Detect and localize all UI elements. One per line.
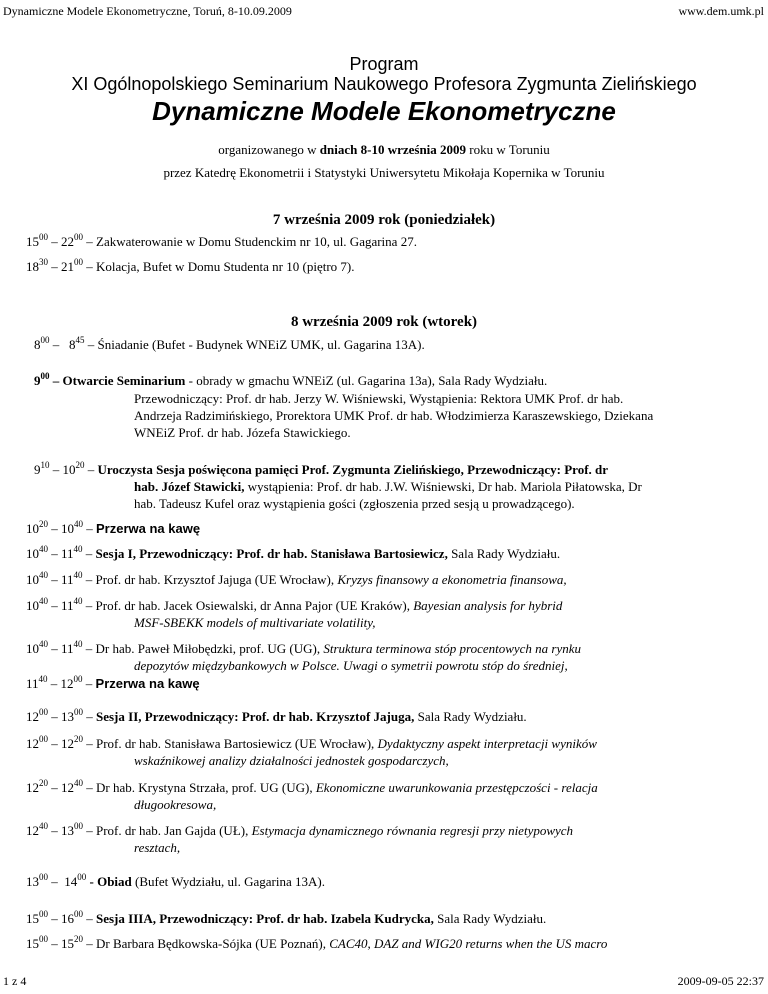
schedule-item-talk: $10^{40} - 11^{40}$ – Prof. dr hab. Jacek Osiewalski, dr Anna Pajor (UE Kraków), Bayesian analysis for hybrid xyxy=(26,596,563,613)
talk-title-cont: wskaźnikowej analizy działalności jednostek gospodarczych, xyxy=(134,753,449,768)
day-heading-1: 7 września 2009 rok (poniedziałek) xyxy=(272,212,496,228)
opening-detail: Andrzeja Radzimińskiego, Prorektora UMK Prof. dr hab. Włodzimierza Karaszewskiego, Dziekana xyxy=(134,408,654,423)
schedule-item-break: $11^{40} - 12^{00}$ – Przerwa na kawę xyxy=(26,674,200,691)
schedule-item-talk: $12^{00} - 12^{20}$ – Prof. dr hab. Stanisława Bartosiewicz (UE Wrocław), Dydaktyczny aspekt interpretacji wyników xyxy=(26,734,597,751)
schedule-item-lunch: $13^{00} - 14^{00}$ - Obiad (Bufet Wydziału, ul. Gagarina 13A). xyxy=(26,872,325,889)
memorial-detail: hab. Tadeusz Kufel oraz wystąpienia gości (zgłoszenia przed sesją u prowadzącego). xyxy=(134,496,575,511)
organizer-line-2: przez Katedrę Ekonometrii i Statystyki Uniwersytetu Mikołaja Kopernika w Toruniu xyxy=(163,165,605,180)
schedule-item-breakfast: $8^{00} - 8^{45}$ – Śniadanie (Bufet - Budynek WNEiZ UMK, ul. Gagarina 13A). xyxy=(34,335,425,352)
seminar-name: XI Ogólnopolskiego Seminarium Naukowego Profesora Zygmunta Zielińskiego xyxy=(71,74,697,94)
organizer-line: organizowanego w dniach 8-10 września 2009 roku w Toruniu xyxy=(218,142,550,157)
schedule-item-session: $12^{00} - 13^{00}$ – Sesja II, Przewodniczący: Prof. dr hab. Krzysztof Jajuga, Sala Rady Wydziału. xyxy=(26,707,527,724)
print-footer-date: 2009-09-05 22:37 xyxy=(677,974,764,988)
talk-title-cont: długookresowa, xyxy=(134,797,217,812)
program-label: Program xyxy=(349,54,419,74)
opening-detail: Przewodniczący: Prof. dr hab. Jerzy W. Wiśniewski, Wystąpienia: Rektora UMK Prof. dr hab. xyxy=(134,391,624,406)
print-footer-page: 1 z 4 xyxy=(3,974,27,988)
print-header-title: Dynamiczne Modele Ekonometryczne, Toruń, 8-10.09.2009 xyxy=(3,4,292,18)
opening-detail: WNEiZ Prof. dr hab. Józefa Stawickiego. xyxy=(134,425,351,440)
schedule-item-talk: $10^{40} - 11^{40}$ – Prof. dr hab. Krzysztof Jajuga (UE Wrocław), Kryzys finansowy a ekonometria finansowa, xyxy=(26,570,567,587)
schedule-item: $18^{30} - 21^{00}$ – Kolacja, Bufet w Domu Studenta nr 10 (piętro 7). xyxy=(26,257,355,274)
schedule-item-talk: $12^{20} - 12^{40}$ – Dr hab. Krystyna Strzała, prof. UG (UG), Ekonomiczne uwarunkowania przestępczości - relacja xyxy=(26,778,598,795)
page-title: Dynamiczne Modele Ekonometryczne xyxy=(152,96,616,126)
schedule-item-talk: $15^{00} - 15^{20}$ – Dr Barbara Będkowska-Sójka (UE Poznań), CAC40, DAZ and WIG20 returns when the US macro xyxy=(26,934,608,951)
schedule-item-talk: $12^{40} - 13^{00}$ – Prof. dr hab. Jan Gajda (UŁ), Estymacja dynamicznego równania regresji przy nietypowych xyxy=(26,821,574,838)
schedule-item-break: $10^{20} - 10^{40}$ – Przerwa na kawę xyxy=(26,519,201,536)
schedule-item-talk: $10^{40} - 11^{40}$ – Dr hab. Paweł Miłobędzki, prof. UG (UG), Struktura terminowa stóp procentowych na rynku xyxy=(26,639,582,656)
schedule-item-opening: $9^{00}$ – Otwarcie Seminarium - obrady w gmachu WNEiZ (ul. Gagarina 13a), Sala Rady Wydziału. xyxy=(34,371,548,388)
schedule-item-session: $15^{00} - 16^{00}$ – Sesja IIIA, Przewodniczący: Prof. dr hab. Izabela Kudrycka, Sala Rady Wydziału. xyxy=(26,909,547,926)
talk-title-cont: depozytów międzybankowych w Polsce. Uwagi o symetrii powrotu stóp do średniej, xyxy=(134,658,568,673)
memorial-detail: hab. Józef Stawicki, wystąpienia: Prof. dr hab. J.W. Wiśniewski, Dr hab. Mariola Piłatowska, Dr xyxy=(134,479,642,494)
print-header-url: www.dem.umk.pl xyxy=(678,4,764,18)
talk-title-cont: MSF-SBEKK models of multivariate volatility, xyxy=(134,615,376,630)
talk-title-cont: resztach, xyxy=(134,840,181,855)
schedule-item-session: $10^{40} - 11^{40}$ – Sesja I, Przewodniczący: Prof. dr hab. Stanisława Bartosiewicz, Sala Rady Wydziału. xyxy=(26,544,561,561)
schedule-item-memorial: $9^{10} - 10^{20}$ – Uroczysta Sesja poświęcona pamięci Prof. Zygmunta Zielińskiego, Przewodniczący: Prof. dr xyxy=(34,460,609,477)
day-heading-2: 8 września 2009 rok (wtorek) xyxy=(290,314,478,330)
schedule-item: $15^{00} - 22^{00}$ – Zakwaterowanie w Domu Studenckim nr 10, ul. Gagarina 27. xyxy=(26,232,417,249)
